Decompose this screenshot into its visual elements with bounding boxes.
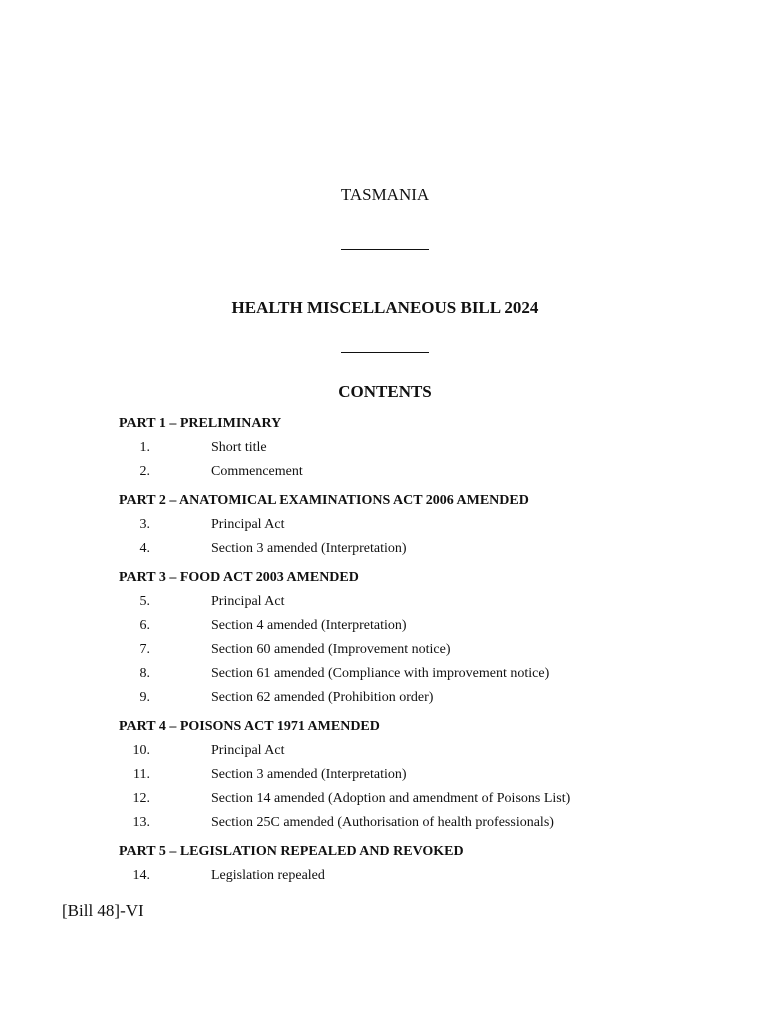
section-number: 4. [139, 541, 150, 556]
section-title: Short title [211, 440, 267, 455]
part-heading: PART 5 – LEGISLATION REPEALED AND REVOKED [119, 844, 464, 859]
toc-entry [119, 590, 679, 614]
contents-heading: CONTENTS [338, 382, 432, 401]
section-number: 10. [132, 743, 150, 758]
section-number: 9. [139, 690, 150, 705]
toc-part-5 [119, 842, 679, 888]
section-number: 1. [139, 440, 150, 455]
section-title: Commencement [211, 464, 303, 479]
toc-entry [119, 537, 679, 561]
section-number: 12. [132, 791, 150, 806]
section-number: 11. [133, 767, 150, 782]
toc-entry [119, 460, 679, 484]
section-title: Section 61 amended (Compliance with improvement notice) [211, 666, 550, 681]
section-title: Principal Act [211, 594, 285, 609]
toc-entry [119, 614, 679, 638]
jurisdiction-heading: TASMANIA [340, 185, 430, 204]
section-number: 14. [132, 868, 150, 883]
section-title: Section 3 amended (Interpretation) [211, 767, 407, 782]
toc-entry [119, 864, 679, 888]
section-number: 6. [139, 618, 150, 633]
toc-entry [119, 513, 679, 537]
section-title: Section 25C amended (Authorisation of health professionals) [211, 815, 554, 830]
bill-title: HEALTH MISCELLANEOUS BILL 2024 [231, 298, 539, 317]
divider-rule [341, 352, 429, 353]
section-title: Section 62 amended (Prohibition order) [211, 690, 434, 705]
bill-reference: [Bill 48]-VI [62, 901, 144, 920]
section-number: 13. [132, 815, 150, 830]
part-heading: PART 1 – PRELIMINARY [119, 416, 282, 431]
toc-entry [119, 739, 679, 763]
section-title: Legislation repealed [211, 868, 325, 883]
toc-entry [119, 686, 679, 710]
toc-part-1 [119, 414, 679, 484]
toc-entry [119, 638, 679, 662]
toc-entry [119, 763, 679, 787]
section-title: Principal Act [211, 743, 285, 758]
toc-part-4 [119, 717, 679, 835]
section-title: Section 3 amended (Interpretation) [211, 541, 407, 556]
divider-rule [341, 249, 429, 250]
section-number: 2. [139, 464, 150, 479]
section-number: 8. [139, 666, 150, 681]
toc-entry [119, 662, 679, 686]
section-number: 7. [139, 642, 150, 657]
part-heading: PART 2 – ANATOMICAL EXAMINATIONS ACT 2006 AMENDED [119, 493, 529, 508]
section-title: Section 4 amended (Interpretation) [211, 618, 407, 633]
section-title: Section 60 amended (Improvement notice) [211, 642, 451, 657]
section-number: 5. [139, 594, 150, 609]
toc-part-2 [119, 491, 679, 561]
section-number: 3. [139, 517, 150, 532]
toc-entry [119, 787, 679, 811]
section-title: Principal Act [211, 517, 285, 532]
table-of-contents [119, 414, 679, 895]
toc-entry [119, 811, 679, 835]
toc-entry [119, 436, 679, 460]
part-heading: PART 4 – POISONS ACT 1971 AMENDED [119, 719, 380, 734]
toc-part-3 [119, 568, 679, 710]
part-heading: PART 3 – FOOD ACT 2003 AMENDED [119, 570, 359, 585]
section-title: Section 14 amended (Adoption and amendment of Poisons List) [211, 791, 571, 806]
